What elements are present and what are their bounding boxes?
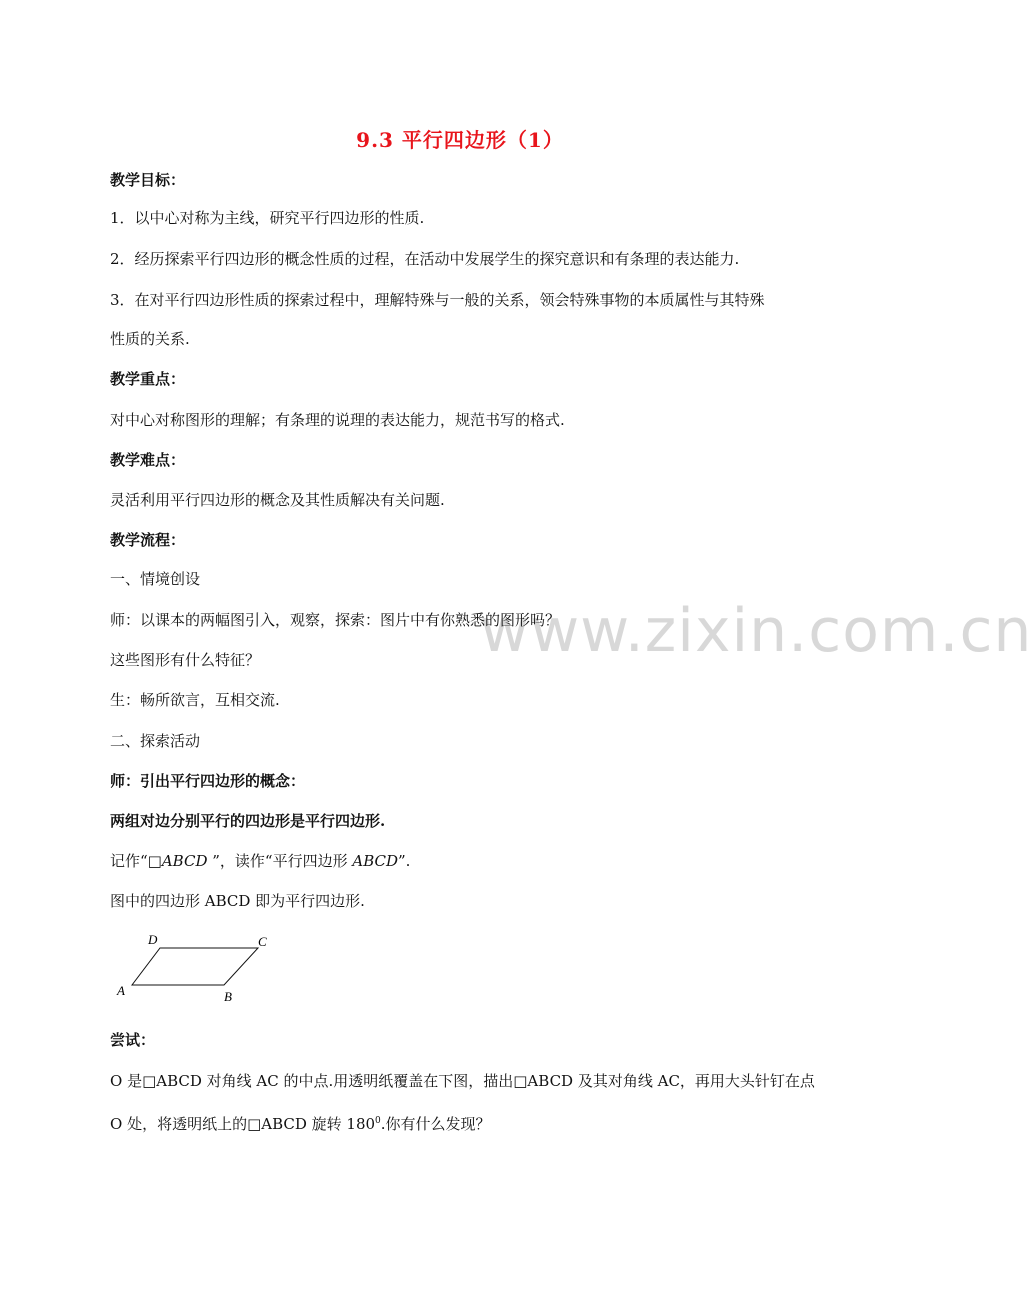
goal-3-line-2: 性质的关系. — [110, 330, 190, 348]
part-2-heading: 二、探索活动 — [110, 732, 201, 750]
try-text-line-2 — [110, 1111, 491, 1134]
student-line-1: 生：畅所欲言，互相交流. — [110, 691, 280, 709]
key-points-text: 对中心对称图形的理解；有条理的说理的表达能力，规范书写的格式. — [110, 411, 565, 429]
difficulty-heading: 教学难点： — [110, 451, 186, 469]
process-heading: 教学流程： — [110, 531, 186, 549]
part-1-heading: 一、情境创设 — [110, 570, 201, 588]
goals-heading: 教学目标： — [110, 171, 186, 189]
parallelogram-shape — [132, 948, 258, 985]
definition-text: 两组对边分别平行的四边形是平行四边形. — [110, 812, 386, 830]
goal-1: 1．以中心对称为主线，研究平行四边形的性质. — [110, 209, 425, 227]
notation-suffix: ”. — [398, 852, 411, 870]
degree-superscript: 0 — [375, 1116, 381, 1126]
notation-prefix: 记作“ — [110, 852, 148, 870]
watermark: www.zixin.com.cn — [480, 596, 1032, 666]
key-points-heading: 教学重点： — [110, 370, 186, 388]
figure-caption: 图中的四边形 ABCD 即为平行四边形. — [110, 892, 365, 910]
page-title: 9.3 平行四边形（1） — [356, 128, 564, 152]
goal-3-line-1: 3．在对平行四边形性质的探索过程中，理解特殊与一般的关系，领会特殊事物的本质属性与其特殊 — [110, 291, 765, 309]
question-line-1: 这些图形有什么特征？ — [110, 651, 261, 669]
vertex-label-c: C — [258, 934, 267, 949]
notation-symbol: □ABCD — [147, 852, 208, 870]
vertex-label-a: A — [117, 983, 125, 998]
vertex-label-d: D — [148, 932, 158, 947]
parallelogram-figure — [112, 928, 282, 1004]
notation-line — [110, 851, 410, 871]
difficulty-text: 灵活利用平行四边形的概念及其性质解决有关问题. — [110, 491, 445, 509]
try-heading: 尝试： — [110, 1031, 156, 1049]
try-text-2-end: .你有什么发现？ — [380, 1115, 491, 1133]
try-text-line-1: O 是□ABCD 对角线 AC 的中点.用透明纸覆盖在下图，描出□ABCD 及其对角线 AC，再用大头针钉在点 — [110, 1072, 815, 1090]
teacher-line-1: 师：以课本的两幅图引入，观察，探索：图片中有你熟悉的图形吗？ — [110, 611, 561, 629]
notation-middle: ”，读作“平行四边形 — [207, 852, 353, 870]
notation-name: ABCD — [352, 852, 398, 870]
try-text-2-start: O 处，将透明纸上的□ABCD 旋转 180 — [110, 1115, 376, 1133]
goal-2: 2．经历探索平行四边形的概念性质的过程，在活动中发展学生的探究意识和有条理的表达能力. — [110, 250, 740, 268]
vertex-label-b: B — [224, 989, 232, 1004]
teacher-line-2: 师：引出平行四边形的概念： — [110, 772, 306, 790]
